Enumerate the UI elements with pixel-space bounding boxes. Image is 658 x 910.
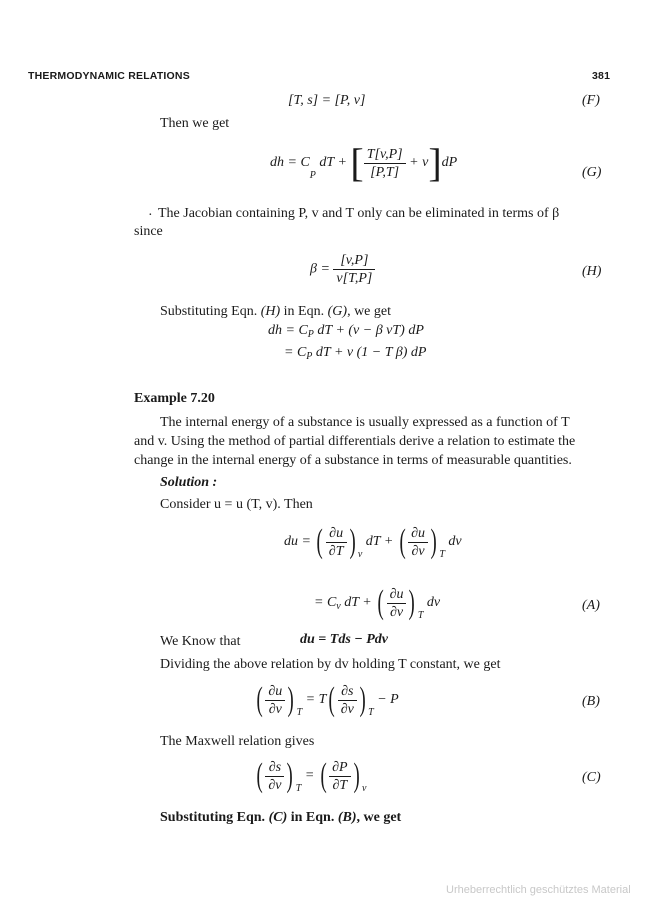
eq-h-lhs: β = bbox=[310, 261, 334, 277]
eq-c-eq: = bbox=[301, 768, 318, 784]
eq-g-rest: + v bbox=[405, 155, 429, 171]
eq-h-numerator: [v,P] bbox=[333, 252, 375, 270]
eq-a-mid: dT + bbox=[340, 595, 376, 611]
eq-b-eq: = T bbox=[302, 692, 327, 708]
dh1-sub: P bbox=[307, 329, 314, 340]
dh2-sub: P bbox=[306, 351, 313, 362]
eq-b-frac1 bbox=[265, 683, 285, 718]
dh2-rest: dT + v (1 − T β) dP bbox=[312, 345, 427, 360]
left-bracket: [ bbox=[350, 140, 364, 185]
eq-a-sub2: T bbox=[417, 610, 424, 622]
eq-a-frac bbox=[387, 586, 407, 621]
eq-g-denominator: [P,T] bbox=[370, 164, 400, 180]
example-para-line2: and v. Using the method of partial differentials derive a relation to estimate the bbox=[134, 434, 576, 449]
subst2-ref2: (B) bbox=[337, 810, 357, 825]
equation-label-F: (F) bbox=[582, 93, 600, 108]
eq-a-tail: dv bbox=[423, 595, 441, 611]
text-substituting-2 bbox=[160, 808, 401, 828]
eq-b-den1: ∂v bbox=[268, 701, 282, 717]
subst1-ref1: (H) bbox=[260, 304, 281, 319]
subst2-post: , we get bbox=[356, 810, 402, 825]
dh2-lhs: = C bbox=[284, 345, 307, 360]
eq-h-denominator: v[T,P] bbox=[336, 271, 373, 286]
eq-g-lhs: dh = C bbox=[270, 155, 310, 171]
equation-dh-line2 bbox=[284, 345, 426, 362]
paren-close: ) bbox=[359, 681, 366, 718]
paren-open: ( bbox=[317, 523, 324, 560]
subst1-mid: in Eqn. bbox=[280, 304, 328, 319]
subst2-mid: in Eqn. bbox=[287, 810, 338, 825]
text-consider: Consider u = u (T, v). Then bbox=[160, 497, 313, 512]
du-frac2-num: ∂u bbox=[408, 525, 428, 543]
eq-b-num2: ∂s bbox=[338, 683, 357, 701]
eq-c-num1: ∂s bbox=[265, 759, 284, 777]
eq-c-frac2 bbox=[329, 759, 350, 794]
equation-dh-line1 bbox=[268, 323, 424, 340]
equation-A bbox=[314, 583, 440, 623]
text-we-know: We Know that bbox=[160, 634, 241, 649]
paren-close: ) bbox=[353, 757, 360, 794]
paren-close: ) bbox=[430, 523, 437, 560]
equation-label-G: (G) bbox=[582, 165, 602, 180]
eq-a-den: ∂v bbox=[389, 604, 404, 620]
equation-label-B: (B) bbox=[582, 694, 600, 709]
eq-g-numerator: T[v,P] bbox=[364, 146, 406, 164]
example-para-line3: change in the internal energy of a substance in terms of measurable quantities. bbox=[134, 453, 572, 468]
eq-a-sub: v bbox=[336, 601, 341, 613]
eq-g-sub: P bbox=[309, 170, 316, 182]
dh1-rest: dT + (v − β vT) dP bbox=[313, 323, 424, 338]
du-frac1-den: ∂T bbox=[328, 543, 344, 559]
equation-H bbox=[310, 252, 375, 287]
dh1-lhs: dh = C bbox=[268, 323, 308, 338]
du-frac1-num: ∂u bbox=[326, 525, 347, 543]
eq-g-mid: dT + bbox=[315, 155, 351, 171]
text-jacobian-line1: The Jacobian containing P, v and T only can be eliminated in terms of β bbox=[158, 206, 560, 221]
page-number: 381 bbox=[592, 70, 611, 82]
text-jacobian-line2: since bbox=[134, 224, 163, 239]
paren-close: ) bbox=[287, 681, 295, 718]
du-frac2 bbox=[408, 525, 428, 560]
watermark: Urheberrechtlich geschütztes Material bbox=[446, 884, 631, 896]
paren-open: ( bbox=[256, 681, 263, 718]
eq-g-fraction bbox=[364, 146, 406, 181]
equation-label-C: (C) bbox=[582, 770, 601, 785]
du-lhs: du = bbox=[284, 534, 315, 550]
paren-close: ) bbox=[349, 523, 356, 560]
eq-c-den2: ∂T bbox=[332, 777, 348, 793]
paren-close: ) bbox=[287, 757, 294, 794]
eq-h-fraction bbox=[333, 252, 375, 287]
text-dividing: Dividing the above relation by dv holding T constant, we get bbox=[160, 657, 501, 672]
eq-b-frac2 bbox=[338, 683, 357, 718]
equation-du bbox=[284, 522, 462, 562]
du-frac1 bbox=[326, 525, 347, 560]
text-substituting-1 bbox=[160, 302, 391, 322]
subst2-pre: Substituting Eqn. bbox=[160, 810, 269, 825]
paren-open: ( bbox=[256, 757, 263, 794]
eq-b-tail: − P bbox=[373, 692, 399, 708]
paren-open: ( bbox=[320, 757, 327, 794]
subst1-ref2: (G) bbox=[327, 304, 348, 319]
eq-b-sub1: T bbox=[296, 707, 303, 719]
example-title: Example 7.20 bbox=[134, 391, 215, 406]
equation-G bbox=[270, 140, 457, 186]
paren-open: ( bbox=[328, 681, 336, 718]
paren-close: ) bbox=[409, 584, 416, 621]
eq-c-sub2: v bbox=[361, 783, 367, 795]
eq-a-num: ∂u bbox=[387, 586, 407, 604]
du-mid: dT + bbox=[362, 534, 397, 550]
running-header: THERMODYNAMIC RELATIONS bbox=[28, 70, 190, 82]
eq-b-sub2: T bbox=[368, 707, 374, 719]
eq-b-den2: ∂v bbox=[340, 701, 354, 717]
equation-F: [T, s] = [P, v] bbox=[288, 93, 366, 108]
du-sub2: T bbox=[439, 549, 445, 561]
equation-label-A: (A) bbox=[582, 598, 600, 613]
text-maxwell: The Maxwell relation gives bbox=[160, 734, 315, 749]
bullet-mark: · bbox=[148, 208, 153, 223]
du-frac2-den: ∂v bbox=[411, 543, 425, 559]
right-bracket: ] bbox=[428, 140, 442, 185]
subst1-pre: Substituting Eqn. bbox=[160, 304, 261, 319]
du-sub1: v bbox=[357, 549, 363, 561]
example-para-line1: The internal energy of a substance is usually expressed as a function of T bbox=[160, 415, 570, 430]
eq-c-num2: ∂P bbox=[329, 759, 350, 777]
solution-heading: Solution : bbox=[160, 475, 218, 490]
equation-B bbox=[254, 680, 399, 720]
subst1-post: , we get bbox=[347, 304, 391, 319]
equation-C bbox=[254, 756, 366, 796]
eq-c-den1: ∂v bbox=[268, 777, 282, 793]
equation-label-H: (H) bbox=[582, 264, 602, 279]
eq-c-sub1: T bbox=[295, 783, 302, 795]
eq-b-num1: ∂u bbox=[265, 683, 285, 701]
text-then-we-get: Then we get bbox=[160, 116, 230, 131]
paren-open: ( bbox=[399, 523, 406, 560]
equation-du-tds: du = Tds − Pdv bbox=[300, 632, 389, 647]
eq-c-frac1 bbox=[265, 759, 284, 794]
subst2-ref1: (C) bbox=[268, 810, 288, 825]
paren-open: ( bbox=[377, 584, 385, 621]
eq-a-lhs: = C bbox=[314, 595, 337, 611]
eq-g-tail: dP bbox=[441, 155, 458, 171]
du-tail: dv bbox=[444, 534, 462, 550]
